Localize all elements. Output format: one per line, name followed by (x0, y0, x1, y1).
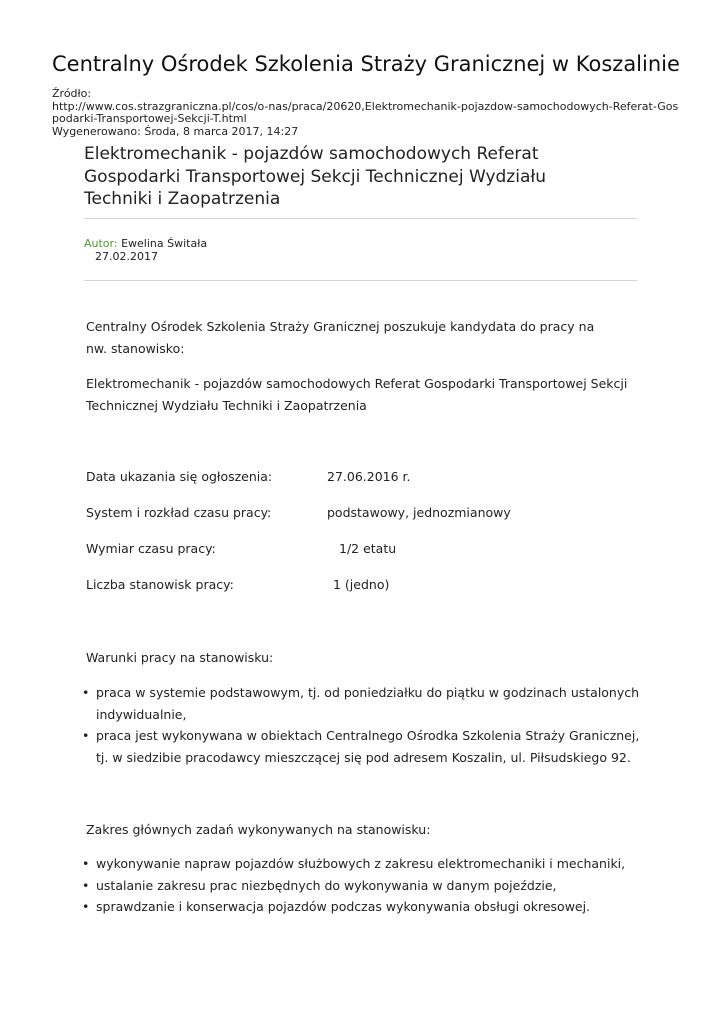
list-item: • sprawdzanie i konserwacja pojazdów podczas wykonywania obsługi okresowej. (82, 896, 652, 918)
position-paragraph: Elektromechanik - pojazdów samochodowych Referat Gospodarki Transportowej Sekcji Technicznej Wydziału Techniki i Zaopatrzenia (86, 376, 628, 413)
list-item: • ustalanie zakresu prac niezbędnych do wykonywania w danym pojeździe, (82, 875, 652, 897)
tasks-heading: Zakres głównych zadań wykonywanych na stanowisku: (86, 822, 431, 837)
field-value: 1 (jedno) (333, 577, 390, 592)
divider (84, 218, 637, 219)
field-label: Data ukazania się ogłoszenia: (86, 469, 273, 484)
author-line (84, 237, 207, 250)
field-label: Wymiar czasu pracy: (86, 541, 216, 556)
conditions-list (82, 682, 652, 768)
list-item: • praca jest wykonywana w obiektach Centralnego Ośrodka Szkolenia Straży Granicznej, tj. w siedzibie pracodawcy mieszczącej się pod adresem Koszalin, ul. Piłsudskiego 92. (82, 725, 652, 768)
source-url[interactable]: http://www.cos.strazgraniczna.pl/cos/o-nas/praca/20620,Elektromechanik-pojazdow-samochodowych-Referat-Gospodarki-Transportowej-Sekcji-T.html (52, 99, 679, 125)
field-label: Liczba stanowisk pracy: (86, 577, 234, 592)
divider (84, 280, 637, 281)
field-value: 27.06.2016 r. (327, 469, 411, 484)
field-label: System i rozkład czasu pracy: (86, 505, 272, 520)
author-label: Autor: (84, 237, 118, 250)
field-value: 1/2 etatu (339, 541, 397, 556)
field-value: podstawowy, jednozmianowy (327, 505, 511, 520)
tasks-list (82, 853, 652, 918)
site-title: Centralny Ośrodek Szkolenia Straży Granicznej w Koszalinie (52, 52, 680, 76)
source-label: Źródło: (52, 87, 92, 100)
generated-timestamp: Wygenerowano: Środa, 8 marca 2017, 14:27 (52, 124, 299, 138)
conditions-heading: Warunki pracy na stanowisku: (86, 650, 274, 665)
publish-date: 27.02.2017 (95, 250, 158, 263)
article-title: Elektromechanik - pojazdów samochodowych Referat Gospodarki Transportowej Sekcji Technicznej Wydziału Techniki i Zaopatrzenia (84, 144, 546, 209)
list-item: • wykonywanie napraw pojazdów służbowych z zakresu elektromechaniki i mechaniki, (82, 853, 652, 875)
document-meta (52, 88, 682, 138)
author-name: Ewelina Świtała (121, 237, 208, 250)
list-item: • praca w systemie podstawowym, tj. od poniedziałku do piątku w godzinach ustalonych indywidualnie, (82, 682, 652, 725)
intro-paragraph: Centralny Ośrodek Szkolenia Straży Granicznej poszukuje kandydata do pracy na nw. stanowisko: (86, 319, 595, 356)
